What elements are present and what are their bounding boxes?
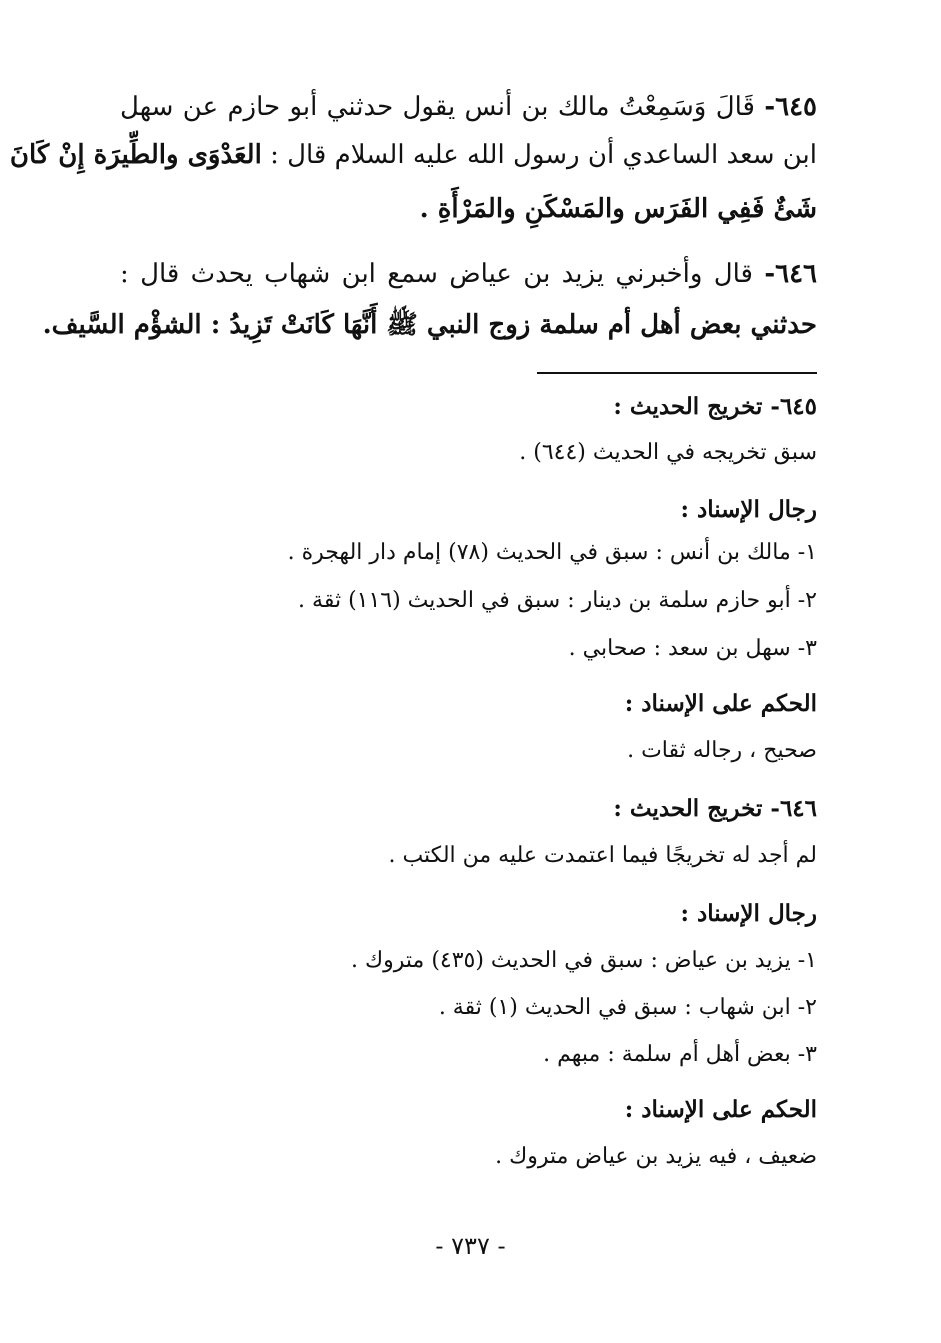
hadith-646-number: ٦٤٦- [764, 259, 818, 289]
note-645-rijal-2: ٢- أبو حازم سلمة بن دينار : سبق في الحديث (١١٦) ثقة . [298, 588, 817, 613]
note-646-hukm-title: الحكم على الإسناد : [624, 1096, 817, 1123]
hadith-645-line-1 [120, 92, 817, 123]
note-646-takhrij-title: ٦٤٦- تخريج الحديث : [613, 795, 817, 822]
hadith-645-matn-1: العَدْوَى والطِّيرَة إِنْ كَانَ [9, 140, 262, 170]
note-645-hukm-title: الحكم على الإسناد : [624, 690, 817, 717]
hadith-645-text-1: قَالَ وَسَمِعْتُ مالك بن أنس يقول حدثني أبو حازم عن سهل [120, 92, 755, 122]
note-646-rijal-3: ٣- بعض أهل أم سلمة : مبهم . [543, 1042, 817, 1067]
note-646-hukm-text: ضعيف ، فيه يزيد بن عياض متروك . [495, 1144, 817, 1169]
page-number: - ٧٣٧ - [435, 1232, 506, 1260]
hadith-646-line-1 [120, 259, 817, 290]
hadith-645-number: ٦٤٥- [764, 92, 818, 122]
note-646-rijal-2: ٢- ابن شهاب : سبق في الحديث (١) ثقة . [438, 995, 817, 1020]
note-646-rijal-title: رجال الإسناد : [680, 900, 817, 927]
hadith-645-line-2 [9, 140, 817, 171]
note-645-rijal-title: رجال الإسناد : [680, 496, 817, 523]
note-645-hukm-text: صحيح ، رجاله ثقات . [627, 738, 817, 763]
hadith-645-matn-2: شَئٌ فَفِي الفَرَس والمَسْكَنِ والمَرْأَةِ . [419, 194, 817, 224]
note-645-takhrij-title: ٦٤٥- تخريج الحديث : [613, 393, 817, 420]
hadith-646-matn: حدثني بعض أهل أم سلمة زوج النبي ﷺ أَنَّهَا كَانَتْ تَزِيدُ : الشؤْم السَّيف. [42, 310, 817, 340]
footnote-separator [537, 372, 817, 374]
note-645-rijal-3: ٣- سهل بن سعد : صحابي . [568, 636, 817, 661]
note-645-takhrij-text: سبق تخريجه في الحديث (٦٤٤) . [519, 440, 817, 465]
note-645-rijal-1: ١- مالك بن أنس : سبق في الحديث (٧٨) إمام دار الهجرة . [287, 540, 817, 565]
hadith-645-text-2: ابن سعد الساعدي أن رسول الله عليه السلام قال : [270, 140, 817, 170]
hadith-646-text-1: قال وأخبرني يزيد بن عياض سمع ابن شهاب يحدث قال : [120, 259, 753, 289]
note-646-takhrij-text: لم أجد له تخريجًا فيما اعتمدت عليه من الكتب . [388, 843, 817, 868]
note-646-rijal-1: ١- يزيد بن عياض : سبق في الحديث (٤٣٥) متروك . [351, 948, 817, 973]
